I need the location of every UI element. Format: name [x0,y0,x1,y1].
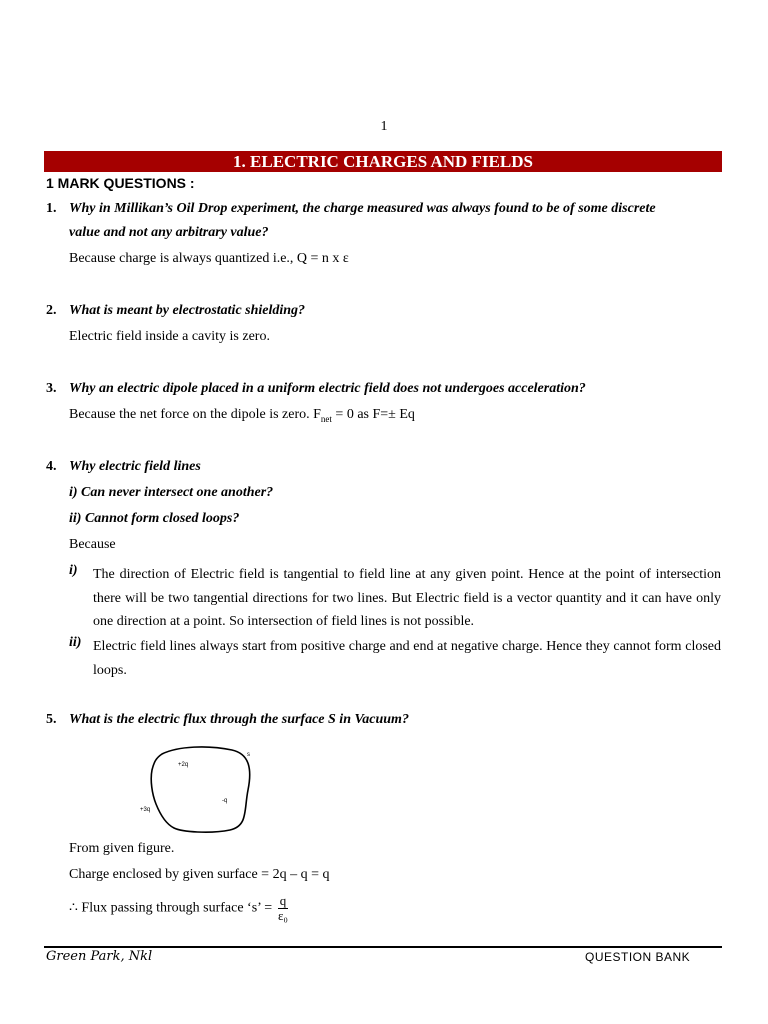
charge-inside-negative: -q [222,798,228,804]
q4-because: Because [69,537,116,552]
footer-divider [44,946,722,948]
q3-number: 3. [46,381,57,396]
q2-answer: Electric field inside a cavity is zero. [69,329,270,344]
q1-number: 1. [46,201,57,216]
closed-surface-outline [151,747,250,832]
q5-number: 5. [46,712,57,727]
q5-text: What is the electric flux through the surface S in Vacuum? [69,712,409,727]
q5-answer-line1: From given figure. [69,841,175,856]
fraction-denominator: ε₀ [277,908,288,923]
q4-number: 4. [46,459,57,474]
q3-answer-suffix: = 0 as F=± Eq [331,407,415,422]
q1-text-line2: value and not any arbitrary value? [69,225,269,240]
q4-part-i: i) Can never intersect one another? [69,485,274,500]
q5-answer-line2: Charge enclosed by given surface = 2q – q = q [69,867,330,882]
q4-answer-ii-text: Electric field lines always start from positive charge and end at negative charge. Hence they cannot form closed loops. [93,639,721,678]
fraction-numerator: q [279,893,287,908]
charge-inside-positive: +2q [178,762,189,768]
q1-text-line1: Why in Millikan’s Oil Drop experiment, the charge measured was always found to be of some discrete [69,201,656,216]
q4-answer-i-label: i) [69,563,78,578]
section-title: 1 MARK QUESTIONS : [46,175,195,191]
footer-title: QUESTION BANK [585,950,691,964]
q4-part-ii: ii) Cannot form closed loops? [69,511,240,526]
q3-answer-prefix: Because the net force on the dipole is zero. F [69,407,321,422]
charge-outside: +3q [140,807,151,813]
gaussian-surface-figure [130,740,260,836]
q4-answer-ii-label: ii) [69,635,82,650]
q2-text: What is meant by electrostatic shielding? [69,303,306,318]
q4-text: Why electric field lines [69,459,201,474]
chapter-title: 1. ELECTRIC CHARGES AND FIELDS [44,151,722,172]
q3-text: Why an electric dipole placed in a uniform electric field does not undergoes acceleration? [69,381,586,396]
surface-label-s: s [247,752,250,758]
footer-school: Green Park, Nkl [46,949,153,964]
q2-number: 2. [46,303,57,318]
q3-answer-subscript: net [320,413,332,424]
page-number: 1 [380,119,388,134]
q3-answer [69,407,415,424]
flux-fraction [278,894,289,923]
q1-answer: Because charge is always quantized i.e., Q = n x ε [69,251,349,266]
q5-answer-line3 [69,894,288,923]
q4-answer-i-text: The direction of Electric field is tangential to field line at any given point. Hence at the point of intersection there will be two tangential directions for two lines. But Electric field is a vector quantity and it can have only one direction at a point. So intersection of field lines is not possible. [93,567,721,629]
q5-answer-line3-text: ∴ Flux passing through surface ‘s’ = [69,900,273,916]
